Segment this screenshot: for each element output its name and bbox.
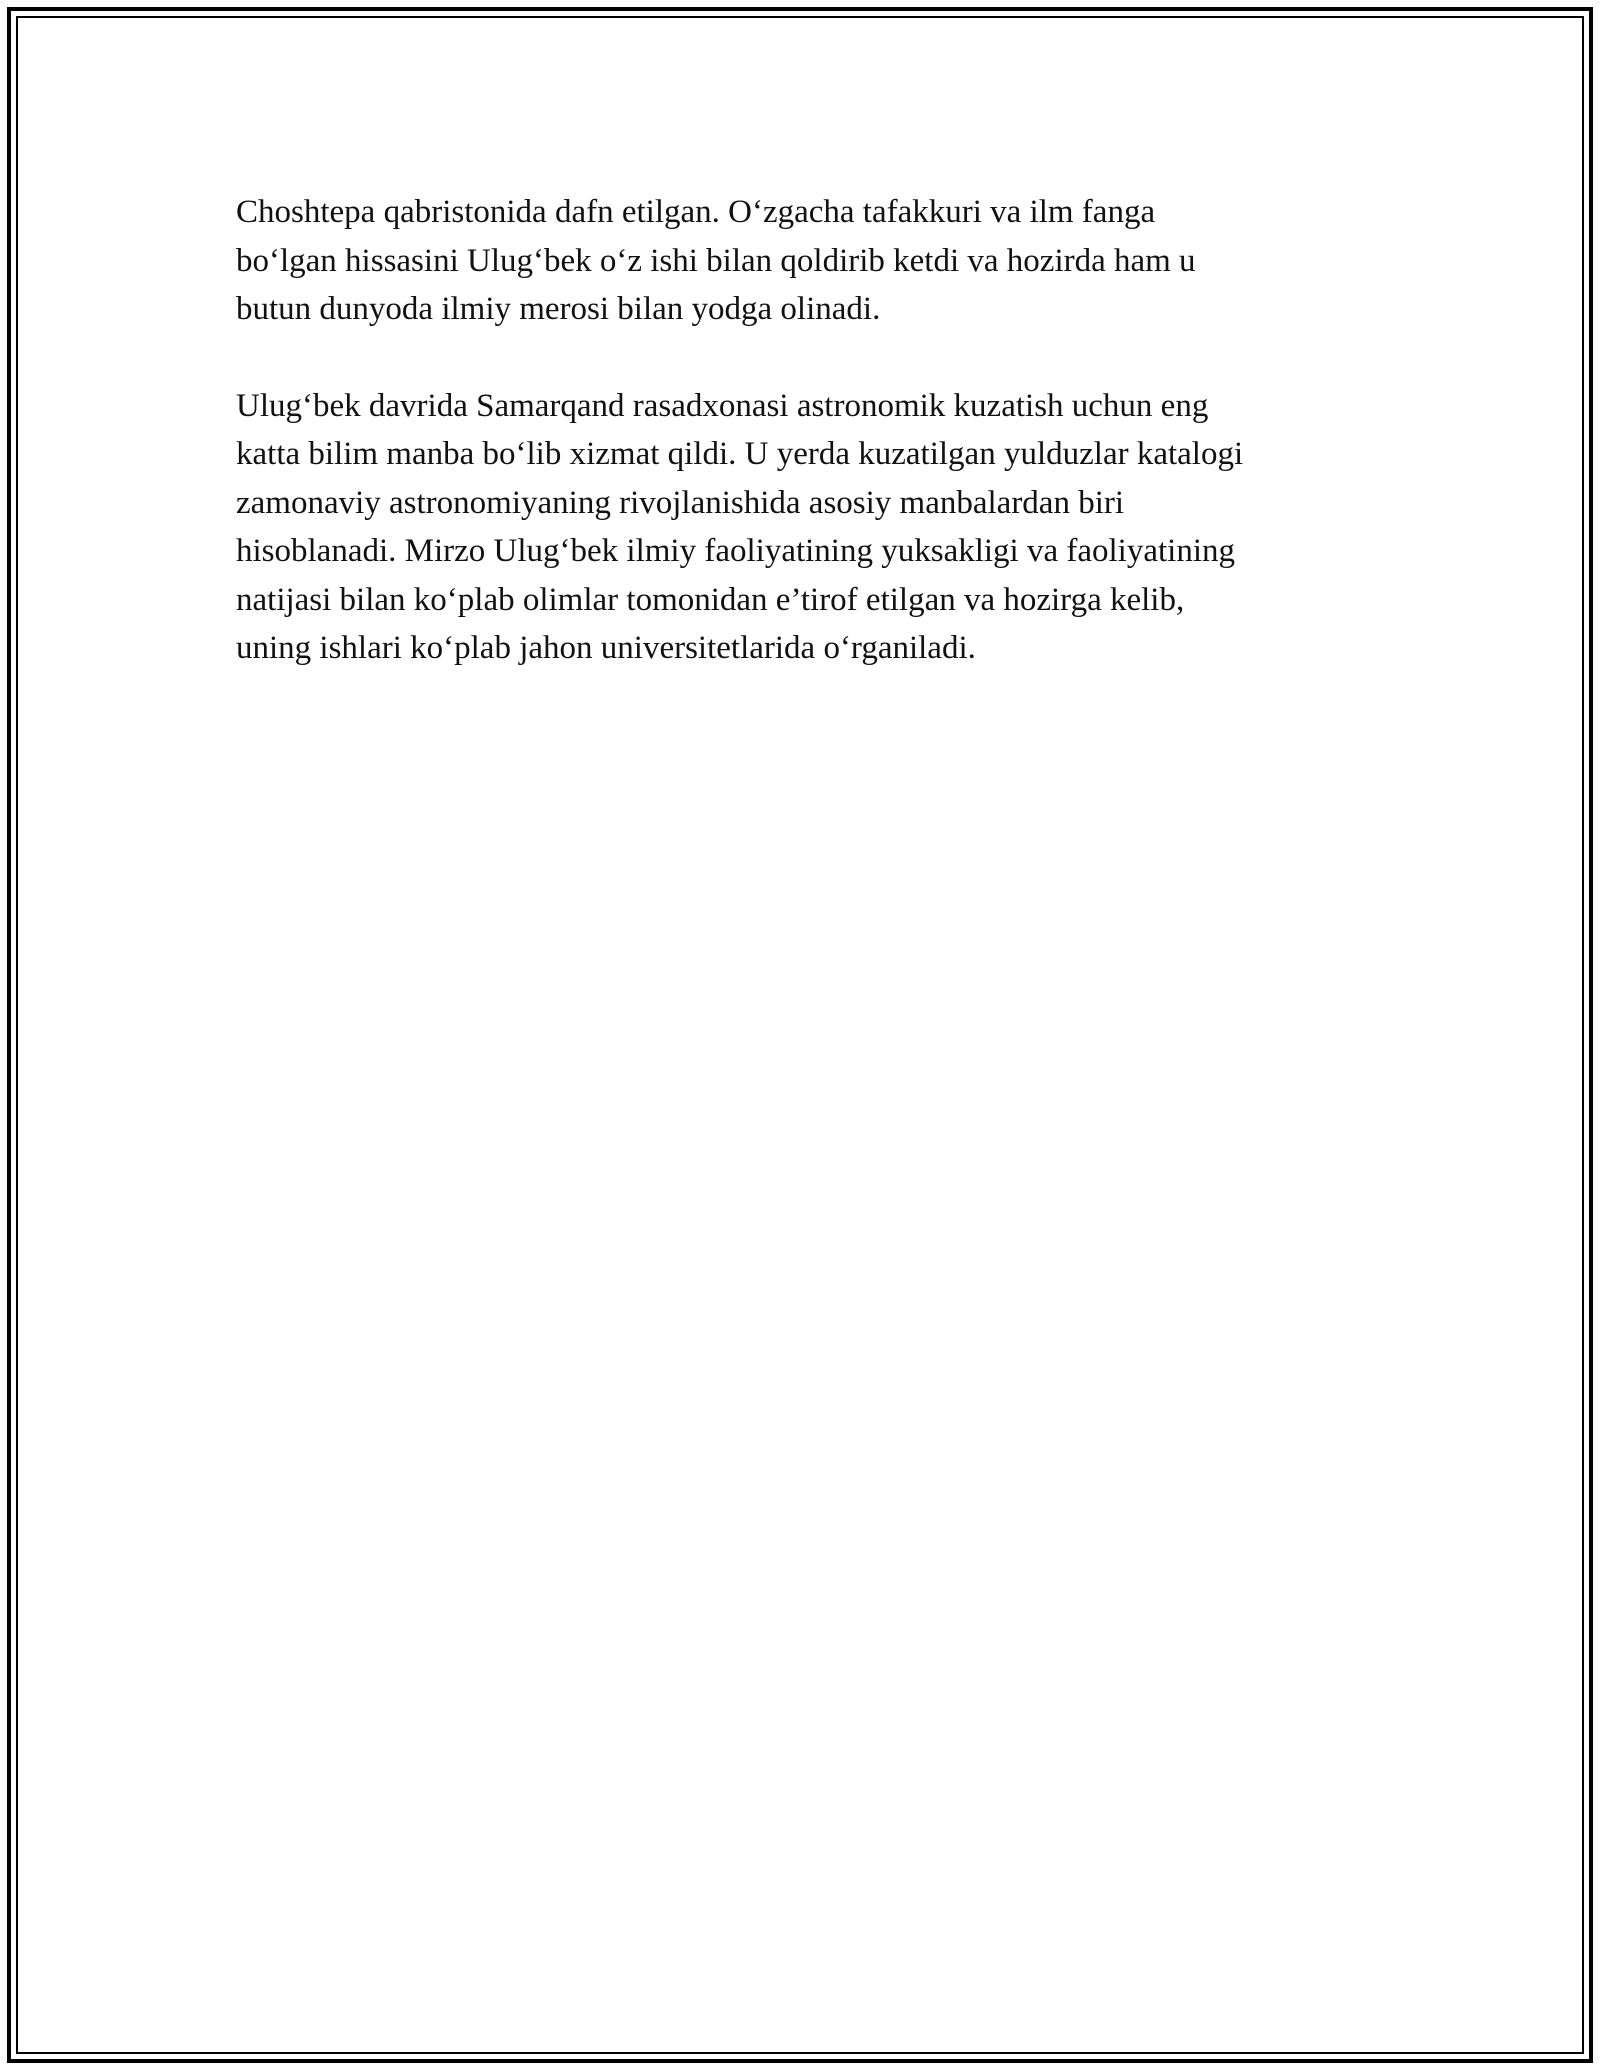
paragraph-2 (236, 382, 1366, 673)
text-line: hisoblanadi. Mirzo Ulug‘bek ilmiy faoliyatining yuksakligi va faoliyatining (236, 533, 1235, 569)
text-line: natijasi bilan ko‘plab olimlar tomonidan e’tirof etilgan va hozirga kelib, (236, 581, 1185, 618)
text-line: Choshtepa qabristonida dafn etilgan. O‘zgacha tafakkuri va ilm fanga (236, 194, 1156, 230)
text-line: butun dunyoda ilmiy merosi bilan yodga olinadi. (236, 291, 881, 327)
text-line: katta bilim manba bo‘lib xizmat qildi. U yerda kuzatilgan yulduzlar katalogi (236, 436, 1244, 472)
text-line: Ulug‘bek davrida Samarqand rasadxonasi astronomik kuzatish uchun eng (236, 387, 1209, 424)
text-line: uning ishlari ko‘plab jahon universitetlarida o‘rganiladi. (236, 630, 976, 666)
text-line: bo‘lgan hissasini Ulug‘bek o‘z ishi bilan qoldirib ketdi va hozirda ham u (236, 242, 1196, 279)
page-body (236, 188, 1366, 721)
paragraph-1 (236, 188, 1366, 334)
text-line: zamonaviy astronomiyaning rivojlanishida asosiy manbalardan biri (236, 484, 1125, 521)
